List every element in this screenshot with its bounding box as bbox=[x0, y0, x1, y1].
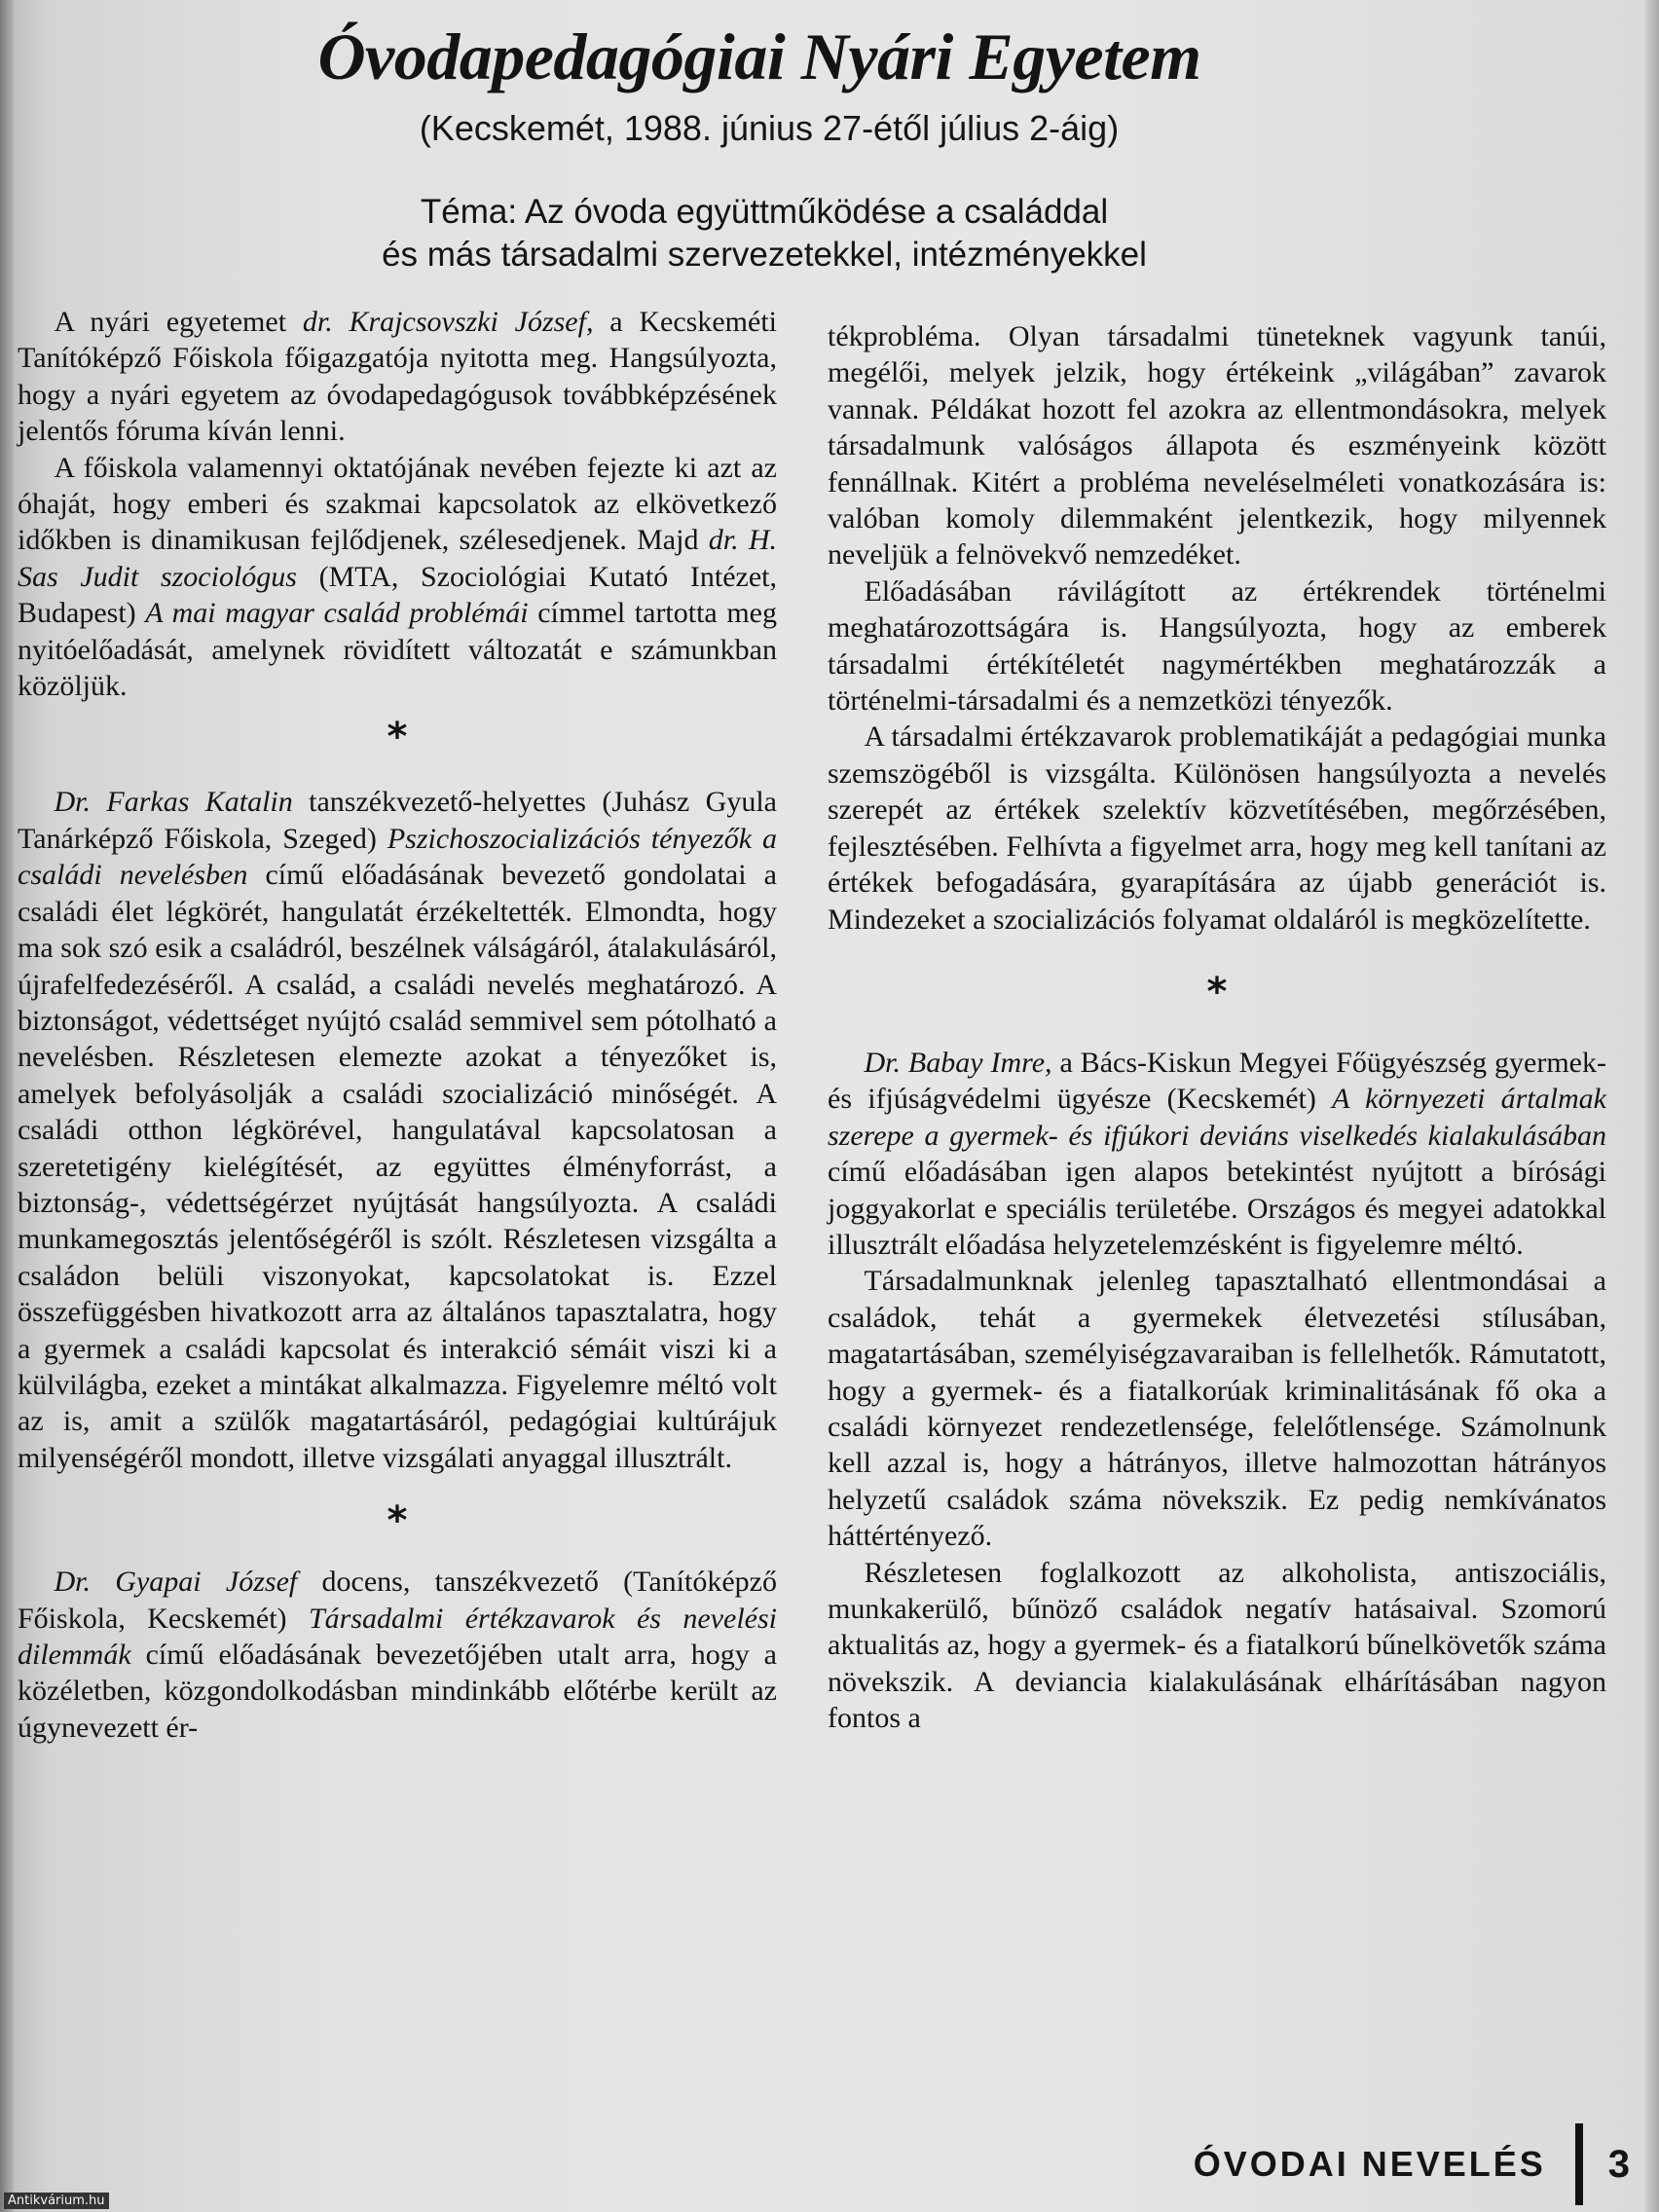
paragraph-farkas: Dr. Farkas Katalin tanszékvezető-helyettes (Juhász Gyula Tanárképző Főiskola, Szeged) Pszichoszocializációs tényezők a családi nevelésben című előadásának bevezető gondolatai a családi élet légkörét, hangulatát érzékeltették. Elmondta, hogy ma sok szó esik a családról, beszélnek válságáról, átalakulásáról, újrafelfedezéséről. A család, a családi nevelés meghatározó. A biztonságot, védettséget nyújtó család semmivel sem pótolható a nevelésben. Részletesen elemezte azokat a tényezőket is, amelyek befolyásolják a családi szocializáció minőségét. A családi otthon légkörével, hangulatával kapcsolatosan a szeretetigény kielégítését, az együttes élményforrást, a biztonság-, védettségérzet nyújtását hangsúlyozta. A családi munkamegosztás jelentőségéről is szólt. Részletesen vizsgálta a családon belüli viszonyokat, kapcsolatokat is. Ezzel összefüggésben hivatkozott arra az általános tapasztalatra, hogy a gyermek a családi kapcsolat és interakció sémáit viszi ki a külvilágba, ezeket a mintákat alkalmazza. Figyelemre méltó volt az is, amit a szülők magatartásáról, pedagógiai kultúrájuk milyenségéről mondott, illetve vizsgálati anyaggal illusztrált. bbox=[18, 786, 778, 1474]
lecture-title: A mai magyar család problémái bbox=[145, 597, 529, 630]
article-theme bbox=[0, 191, 1529, 276]
paragraph-gyapai-continued: tékprobléma. Olyan társadalmi tüneteknek vagyunk tanúi, megélői, melyek jelzik, hogy értékeink „világában” zavarok vannak. Példákat hozott fel azokra az ellentmondásokra, melyek társadalmunk valóságos állapota és eszményeink között fennállnak. Kitért a probléma neveléselméleti vonatkozására is: valóban komoly dilemmaként jelentkezik, hogy milyennek neveljük a felnövekvő nemzedéket. bbox=[828, 320, 1606, 571]
speaker-name: Dr. Farkas Katalin bbox=[54, 786, 293, 819]
paragraph-gyapai: Dr. Gyapai József docens, tanszékvezető (Tanítóképző Főiskola, Kecskemét) Társadalmi értékzavarok és nevelési dilemmák című előadásának bevezetőjében utalt arra, hogy a közéletben, közgondolkodásban mindinkább előtérbe került az úgynevezett ér- bbox=[18, 1566, 777, 1744]
section-separator-asterisk: * bbox=[387, 1498, 408, 1544]
section-separator-asterisk: * bbox=[387, 715, 408, 760]
paragraph-opening-2: A főiskola valamennyi oktatójának nevében fejezte ki azt az óhaját, hogy emberi és szakmai kapcsolatok az elkövetkező időkben is dinamikusan fejlődjenek, szélesedjenek. Majd dr. H. Sas Judit szociológus (MTA, Szociológiai Kutató Intézet, Budapest) A mai magyar család problémái címmel tartotta meg nyitóelőadását, amelynek rövidített változatát e számunkban közöljük. bbox=[18, 451, 777, 703]
theme-line-1: Téma: Az óvoda együttműködése a családdal bbox=[420, 193, 1109, 231]
left-column bbox=[18, 304, 777, 1746]
article-title: Óvodapedagógiai Nyári Egyetem bbox=[317, 19, 1201, 93]
next-page-edge bbox=[1645, 0, 1659, 2212]
paragraph-contradictions: Társadalmunknak jelenleg tapasztalható ellentmondásai a családok, tehát a gyermekek életvezetési stílusában, magatartásában, személyiségzavaraiban is fellelhetők. Rámutatott, hogy a gyermek- és a fiatalkorúak kriminalitásának fő oka a családi környezet rendezetlensége, felelőtlensége. Számolnunk kell azzal is, hogy a hátrányos, illetve halmozottan hátrányos helyzetű családok száma növekszik. Ez pedig nemkívánatos háttértényező. bbox=[828, 1265, 1606, 1553]
previous-page-edge bbox=[0, 0, 14, 2212]
journal-name: ÓVODAI NEVELÉS bbox=[1193, 2144, 1546, 2184]
page-footer bbox=[1194, 2130, 1630, 2198]
speaker-name: Dr. Babay Imre, bbox=[864, 1046, 1052, 1079]
lecture-title: Társadalmi értékzavarok és nevelési dilemmák bbox=[18, 1602, 777, 1671]
paragraph-value-history: Előadásában rávilágított az értékrendek történelmi meghatározottságára is. Hangsúlyozta, hogy az emberek társadalmi értékítéletét nagymértékben meghatározzák a történelmi-társadalmi és a nemzetközi tényezők. bbox=[828, 574, 1606, 718]
speaker-name: dr. Krajcsovszki József, bbox=[302, 306, 594, 338]
theme-line-2: és más társadalmi szervezetekkel, intézményekkel bbox=[382, 236, 1147, 274]
speaker-name: dr. H. Sas Judit szociológus bbox=[18, 524, 777, 593]
article-subtitle: (Kecskemét, 1988. június 27-étől július 2-áig) bbox=[419, 108, 1120, 148]
footer-divider bbox=[1575, 2123, 1583, 2205]
watermark: Antikvárium.hu bbox=[4, 2193, 109, 2209]
lecture-title: A környezeti ártalmak szerepe a gyermek- és ifjúkori deviáns viselkedés kialakulásában bbox=[828, 1083, 1606, 1152]
speaker-name: Dr. Gyapai József bbox=[54, 1566, 298, 1599]
right-column bbox=[828, 318, 1606, 1737]
lecture-title: Pszichoszocializációs tényezők a családi nevelésben bbox=[18, 822, 777, 892]
section-separator-asterisk: * bbox=[1206, 969, 1228, 1014]
paragraph-opening: A nyári egyetemet dr. Krajcsovszki József, a Kecskeméti Tanítóképző Főiskola főigazgatója nyitotta meg. Hangsúlyozta, hogy a nyári egyetem az óvodapedagógusok továbbképzésének jelentős fóruma kíván lenni. bbox=[18, 306, 777, 448]
paragraph-deviance: Részletesen foglalkozott az alkoholista, antiszociális, munkakerülő, bűnöző családok negatív hatásaival. Szomorú aktualitás az, hogy a gyermek- és a fiatalkorú bűnelkövetők száma növekszik. A deviancia kialakulásának elhárításában nagyon fontos a bbox=[828, 1556, 1606, 1735]
page-number: 3 bbox=[1607, 2142, 1630, 2186]
paragraph-value-pedagogy: A társadalmi értékzavarok problematikáját a pedagógiai munka szemszögéből is vizsgálta. Különösen hangsúlyozta a nevelés szerepét az értékek szelektív közvetítésében, megőrzésében, fejlesztésében. Felhívta a figyelmet arra, hogy meg kell tanítani az értékek befogadására, gyarapítására az újabb generációt is. Mindezeket a szocializációs folyamat oldaláról is megközelítette. bbox=[828, 720, 1606, 936]
paragraph-babay: Dr. Babay Imre, a Bács-Kiskun Megyei Főügyészség gyermek- és ifjúságvédelmi ügyésze (Kecskemét) A környezeti ártalmak szerepe a gyermek- és ifjúkori deviáns viselkedés kialakulásában című előadásában igen alapos betekintést nyújtott a bírósági joggyakorlat e speciális területébe. Országos és megyei adatokkal illusztrált előadása helyzetelemzésként is figyelemre méltó. bbox=[828, 1046, 1606, 1261]
